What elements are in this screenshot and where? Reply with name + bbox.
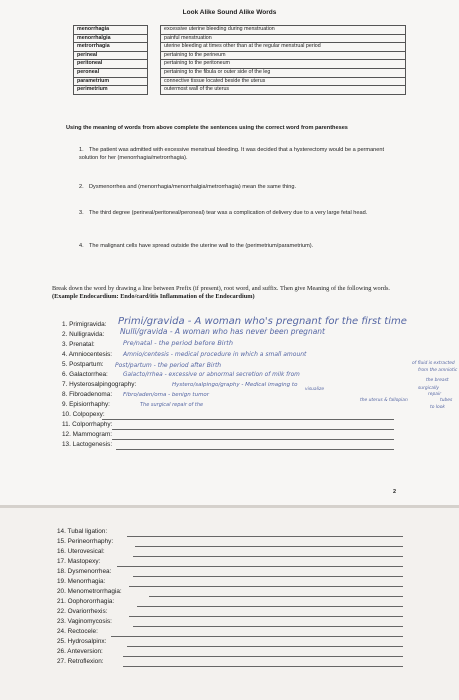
sentence-instructions: Using the meaning of words from above complete the sentences using the correct word from parentheses bbox=[66, 125, 348, 131]
answer-line[interactable] bbox=[102, 419, 394, 420]
term-cell: perineal bbox=[74, 51, 148, 60]
answer-line[interactable] bbox=[123, 666, 403, 667]
answer-line[interactable] bbox=[127, 536, 403, 537]
terms-table bbox=[73, 25, 148, 95]
question-3 bbox=[79, 210, 409, 218]
question-text: The malignant cells have spread outside the uterine wall to the (perimetrium/parametrium). bbox=[89, 243, 314, 249]
answer-line[interactable] bbox=[135, 546, 403, 547]
word-row bbox=[57, 608, 405, 617]
word-label: 21. Oophororrhagia: bbox=[57, 598, 115, 605]
answer-line[interactable] bbox=[133, 556, 403, 557]
term-cell: parametrium bbox=[74, 77, 148, 86]
word-label: 6. Galactorrhea: bbox=[62, 371, 108, 378]
definition-cell: pertaining to the peritoneum bbox=[161, 60, 406, 69]
handwritten-answer: surgically bbox=[418, 386, 440, 391]
word-row bbox=[57, 548, 405, 557]
word-label: 8. Fibroadenoma: bbox=[62, 391, 113, 398]
question-number: 3. bbox=[79, 210, 84, 216]
question-text: Dysmenorrhea and (menorrhagia/menorrhalgia/metrorrhagia) mean the same thing. bbox=[89, 184, 297, 190]
handwritten-answer: from the amniotic bbox=[418, 368, 458, 373]
answer-line[interactable] bbox=[137, 606, 403, 607]
question-number: 2. bbox=[79, 184, 84, 190]
term-cell: menorrhalgia bbox=[74, 34, 148, 43]
worksheet-page-2 bbox=[0, 508, 459, 700]
term-cell: perimetrium bbox=[74, 86, 148, 95]
question-text: The patient was admitted with excessive menstrual bleeding. It was decided that a hysterectomy would be a permanent solution for her (menorrhagia/metrorrhagia). bbox=[79, 147, 385, 161]
question-1 bbox=[79, 147, 397, 162]
word-label: 25. Hydrosalpinx: bbox=[57, 638, 107, 645]
definition-cell: pertaining to the perineum bbox=[161, 51, 406, 60]
word-label: 13. Lactogenesis: bbox=[62, 441, 113, 448]
word-row bbox=[62, 421, 402, 430]
handwritten-answer: Pre/natal - the period before Birth bbox=[123, 339, 233, 347]
handwritten-answer: Amnio/centesis - medical procedure in which a small amount bbox=[123, 351, 307, 358]
word-label: 9. Episiorrhaphy: bbox=[62, 401, 110, 408]
question-4 bbox=[79, 243, 329, 251]
word-label: 20. Menometrorrhagia: bbox=[57, 588, 122, 595]
definition-cell: excessive uterine bleeding during menstruation bbox=[161, 26, 406, 35]
word-label: 17. Mastopexy: bbox=[57, 558, 101, 565]
word-label: 4. Amniocentesis: bbox=[62, 351, 113, 358]
word-label: 2. Nulligravida: bbox=[62, 331, 105, 338]
term-cell: menorrhagia bbox=[74, 26, 148, 35]
word-label: 5. Postpartum: bbox=[62, 361, 104, 368]
question-2 bbox=[79, 184, 397, 192]
word-label: 16. Uterovesical: bbox=[57, 548, 105, 555]
word-label: 26. Anteversion: bbox=[57, 648, 103, 655]
question-text: The third degree (perineal/peritoneal/peroneal) tear was a complication of delivery due to a very large fetal head. bbox=[89, 210, 368, 216]
breakdown-instruction-text: Break down the word by drawing a line between Prefix (if present), root word, and suffix. Then give Meaning of the following words. bbox=[52, 285, 390, 292]
handwritten-answer: Fibro/aden/oma - benign tumor bbox=[123, 392, 210, 398]
word-label: 22. Ovariorrhexis: bbox=[57, 608, 108, 615]
term-cell: peroneal bbox=[74, 68, 148, 77]
word-row bbox=[62, 411, 402, 420]
word-row bbox=[57, 628, 405, 637]
handwritten-answer: The surgical repair of the bbox=[140, 402, 204, 408]
answer-line[interactable] bbox=[123, 656, 403, 657]
word-row bbox=[57, 588, 405, 597]
definitions-table bbox=[160, 25, 406, 95]
word-label: 15. Perineorrhaphy: bbox=[57, 538, 114, 545]
word-label: 10. Colpopexy: bbox=[62, 411, 105, 418]
answer-line[interactable] bbox=[149, 596, 403, 597]
word-row bbox=[57, 578, 405, 587]
word-label: 18. Dysmenorrhea: bbox=[57, 568, 112, 575]
word-row bbox=[57, 568, 405, 577]
word-row bbox=[57, 648, 405, 657]
word-label: 14. Tubal ligation: bbox=[57, 528, 108, 535]
word-label: 27. Retroflexion: bbox=[57, 658, 104, 665]
handwritten-answer: Hystero/salpingo/graphy - Medical imaging to bbox=[172, 382, 298, 388]
word-label: 23. Vaginomycosis: bbox=[57, 618, 112, 625]
word-label: 19. Menorrhagia: bbox=[57, 578, 106, 585]
definition-cell: uterine bleeding at times other than at the regular menstrual period bbox=[161, 43, 406, 52]
word-row bbox=[57, 558, 405, 567]
word-label: 1. Primigravida: bbox=[62, 321, 107, 328]
word-label: 7. Hysterosalpingography: bbox=[62, 381, 137, 388]
handwritten-answer: Nulli/gravida - A woman who has never been pregnant bbox=[120, 327, 325, 336]
handwritten-answer: to look bbox=[430, 405, 445, 410]
word-row bbox=[57, 638, 405, 647]
answer-line[interactable] bbox=[129, 616, 403, 617]
handwritten-answer: Primi/gravida - A woman who's pregnant for the first time bbox=[118, 316, 407, 327]
word-row bbox=[57, 538, 405, 547]
answer-line[interactable] bbox=[116, 449, 394, 450]
word-row bbox=[62, 441, 402, 450]
handwritten-answer: Galacto/rrhea - excessive or abnormal secretion of milk from bbox=[123, 372, 300, 378]
answer-line[interactable] bbox=[112, 429, 394, 430]
word-label: 12. Mammogram: bbox=[62, 431, 113, 438]
word-row bbox=[57, 598, 405, 607]
definition-cell: pertaining to the fibula or outer side of the leg bbox=[161, 68, 406, 77]
handwritten-answer: of fluid is extracted bbox=[412, 361, 455, 366]
word-label: 11. Colporrhaphy: bbox=[62, 421, 113, 428]
answer-line[interactable] bbox=[117, 566, 403, 567]
handwritten-answer: the breast bbox=[426, 378, 449, 383]
definition-cell: connective tissue located beside the uterus bbox=[161, 77, 406, 86]
handwritten-answer: visualize bbox=[305, 387, 325, 392]
word-row bbox=[62, 431, 402, 440]
handwritten-answer: repair bbox=[428, 392, 442, 397]
handwritten-answer: the uterus & fallopian bbox=[360, 398, 408, 403]
answer-line[interactable] bbox=[112, 439, 394, 440]
definition-cell: painful menstruation bbox=[161, 34, 406, 43]
word-row bbox=[57, 658, 405, 667]
answer-line[interactable] bbox=[127, 646, 403, 647]
page-number: 2 bbox=[393, 489, 397, 495]
definition-cell: outermost wall of the uterus bbox=[161, 86, 406, 95]
word-label: 24. Rectocele: bbox=[57, 628, 98, 635]
handwritten-answer: Post/partum - the period after Birth bbox=[115, 362, 222, 369]
question-number: 1. bbox=[79, 147, 84, 153]
breakdown-instructions bbox=[52, 285, 404, 300]
answer-line[interactable] bbox=[111, 636, 403, 637]
answer-line[interactable] bbox=[129, 586, 403, 587]
word-row bbox=[57, 618, 405, 627]
worksheet-title: Look Alike Sound Alike Words bbox=[182, 9, 277, 16]
term-cell: peritoneal bbox=[74, 60, 148, 69]
question-number: 4. bbox=[79, 243, 84, 249]
handwritten-answer: tubes bbox=[440, 398, 453, 403]
answer-line[interactable] bbox=[133, 576, 403, 577]
word-label: 3. Prenatal: bbox=[62, 341, 95, 348]
breakdown-example: (Example Endocardium: Endo/card/itis Inflammation of the Endocardium) bbox=[52, 292, 255, 300]
word-row bbox=[57, 528, 405, 537]
answer-line[interactable] bbox=[133, 626, 403, 627]
term-cell: metrorrhagia bbox=[74, 43, 148, 52]
